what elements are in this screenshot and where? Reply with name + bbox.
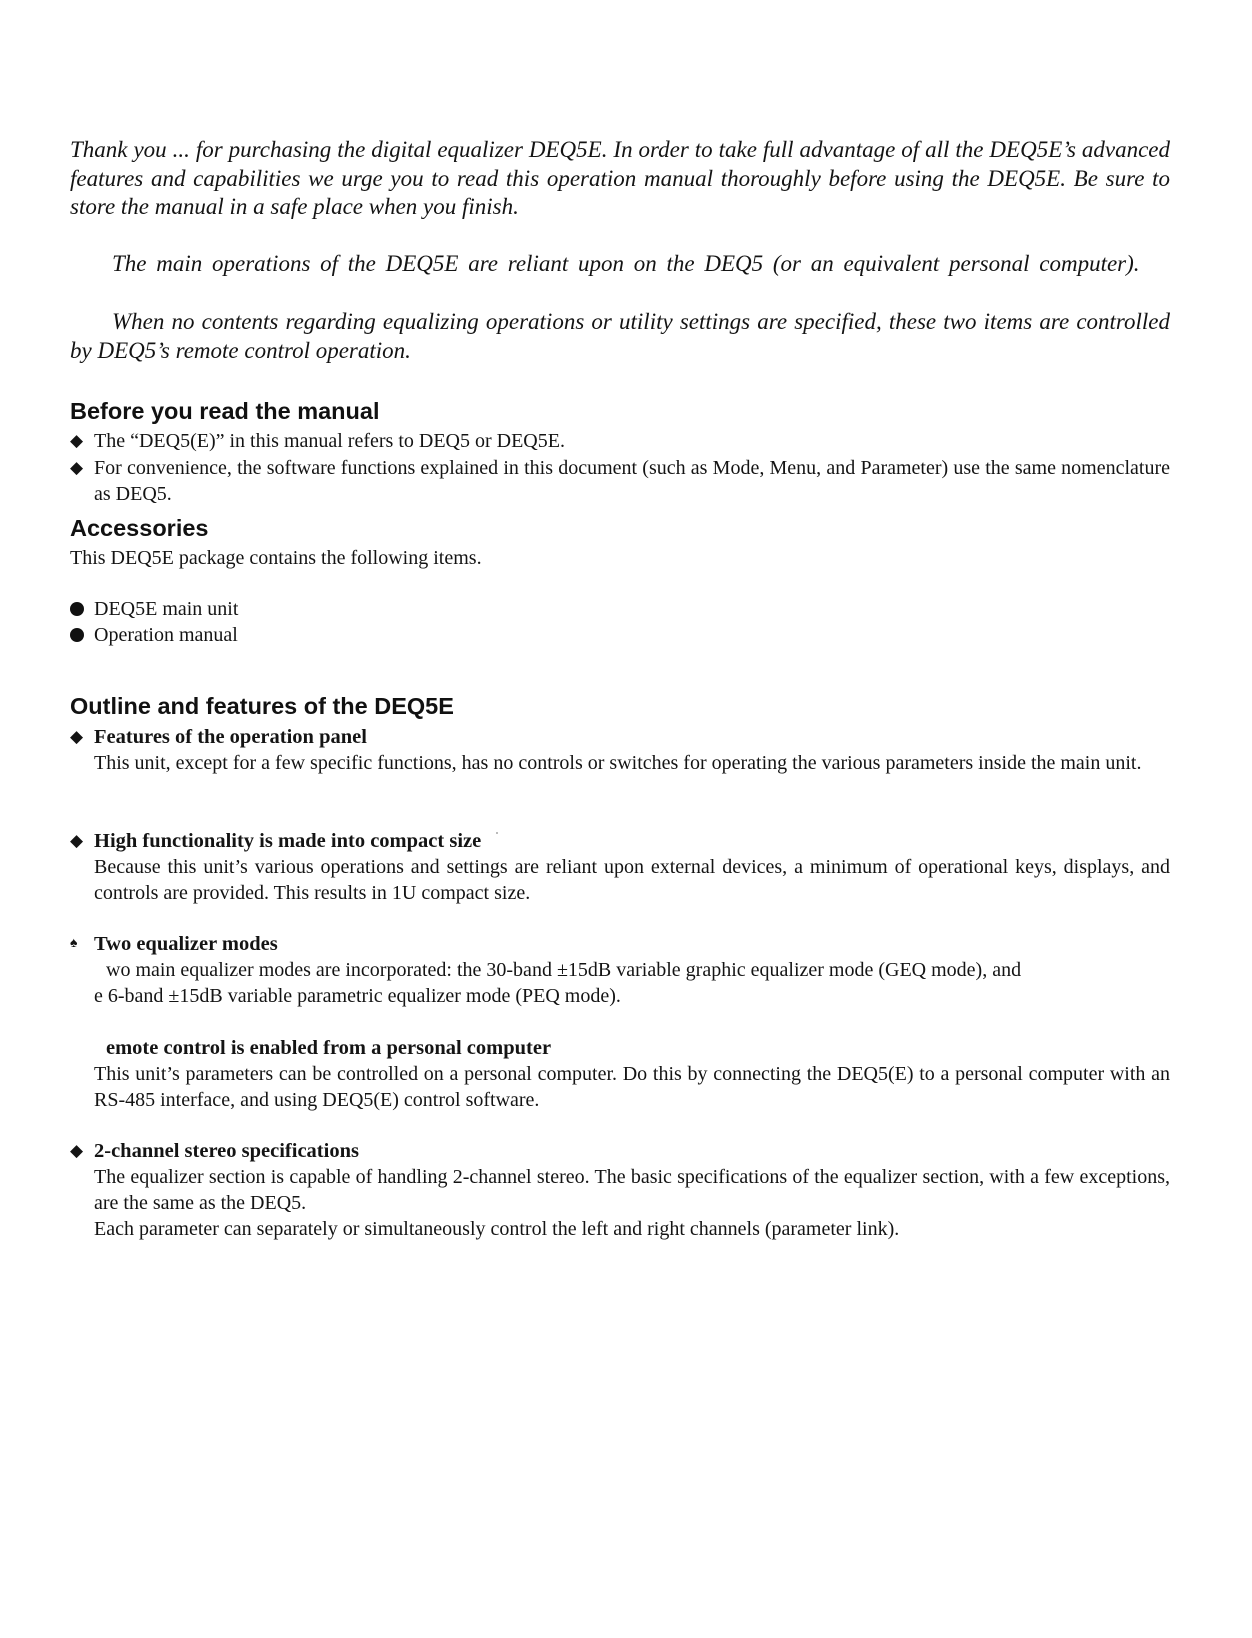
feature-stereo-specs: [70, 1138, 1170, 1242]
intro-paragraph-remote-control: When no contents regarding equalizing operations or utility settings are specified, these two items are controlled by DEQ5’s remote control operation.: [70, 309, 1170, 363]
accessory-item-manual: [70, 622, 238, 648]
feature-body-line-1: wo main equalizer modes are incorporated: the 30-band ±15dB variable graphic equalizer mode (GEQ mode), and: [106, 959, 1022, 981]
feature-body-line-1: The equalizer section is capable of handling 2-channel stereo. The basic specifications of the equalizer section, with a few exceptions, are the same as the DEQ5.: [94, 1166, 1170, 1214]
feature-title: High functionality is made into compact size: [94, 830, 482, 852]
feature-equalizer-modes: [70, 931, 1170, 1009]
feature-remote-control: [70, 1035, 1170, 1113]
feature-operation-panel: [70, 724, 1170, 776]
accessory-item-main-unit: [70, 596, 238, 622]
intro-paragraph-thanks: Thank you ... for purchasing the digital equalizer DEQ5E. In order to take full advantage of all the DEQ5E’s advanced features and capabilities we urge you to read this operation manual thoroughly before using the DEQ5E. Be sure to store the manual in a safe place when you finish.: [70, 137, 1170, 219]
feature-body-line-2: Each parameter can separately or simultaneously control the left and right channels (parameter link).: [94, 1218, 900, 1240]
diamond-bullet-icon: ◆: [70, 727, 84, 746]
heading-before-reading: Before you read the manual: [70, 398, 380, 424]
round-bullet-icon: [70, 628, 84, 642]
feature-body: [70, 957, 1170, 1009]
before-reading-item-text: The “DEQ5(E)” in this manual refers to DEQ5 or DEQ5E.: [94, 430, 565, 452]
before-reading-item-1: [70, 428, 1170, 454]
feature-body: [70, 1164, 1170, 1242]
heading-accessories: Accessories: [70, 515, 209, 541]
diamond-bullet-icon: ◆: [70, 1141, 84, 1160]
round-bullet-icon: [70, 602, 84, 616]
feature-title: Two equalizer modes: [94, 933, 278, 955]
feature-body: This unit, except for a few specific functions, has no controls or switches for operating the various parameters inside the main unit.: [94, 752, 1142, 774]
feature-title: emote control is enabled from a personal computer: [106, 1037, 552, 1059]
before-reading-item-text: For convenience, the software functions explained in this document (such as Mode, Menu, and Parameter) use the same nomenclature as DEQ5.: [94, 457, 1170, 505]
feature-body: This unit’s parameters can be controlled on a personal computer. Do this by connecting the DEQ5(E) to a personal computer with an RS-485 interface, and using DEQ5(E) control software.: [94, 1063, 1170, 1111]
scan-speck: [496, 832, 498, 834]
feature-body: Because this unit’s various operations and settings are reliant upon external devices, a minimum of operational keys, displays, and controls are provided. This results in 1U compact size.: [94, 856, 1170, 904]
feature-body-line-2: e 6-band ±15dB variable parametric equalizer mode (PEQ mode).: [94, 985, 621, 1007]
intro-paragraph-main-operations: The main operations of the DEQ5E are reliant upon on the DEQ5 (or an equivalent personal computer).: [112, 251, 1140, 276]
heading-outline-features: Outline and features of the DEQ5E: [70, 693, 454, 719]
accessory-item-text: Operation manual: [94, 624, 238, 646]
before-reading-item-2: [70, 455, 1170, 507]
feature-title: 2-channel stereo specifications: [94, 1140, 359, 1162]
feature-title: Features of the operation panel: [94, 726, 367, 748]
accessories-intro: This DEQ5E package contains the following items.: [70, 547, 482, 569]
accessory-item-text: DEQ5E main unit: [94, 598, 239, 620]
diamond-bullet-icon: ◆: [70, 431, 84, 450]
diamond-bullet-icon: ◆: [70, 831, 84, 850]
diamond-bullet-icon: ◆: [70, 458, 84, 477]
spade-bullet-icon: ♠: [70, 936, 78, 951]
feature-compact-size: [70, 828, 1170, 906]
